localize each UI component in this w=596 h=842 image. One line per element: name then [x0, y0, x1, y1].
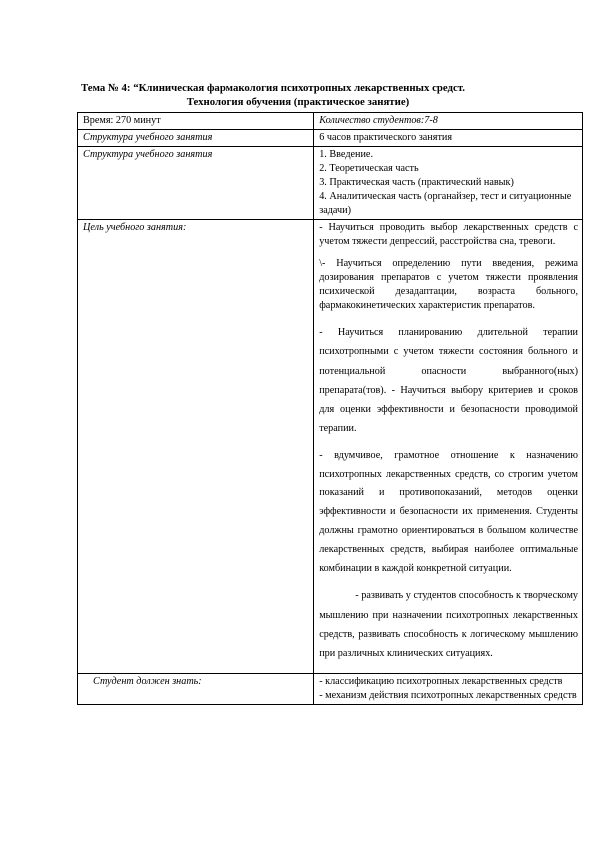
structure-label-cell: Структура учебного занятия: [78, 130, 314, 147]
document-title-line2: Технология обучения (практическое занятие): [186, 96, 410, 108]
goal-paragraph: - Научиться проводить выбор лекарственных средств с учетом тяжести депрессий, расстройства сна, тревоги.: [319, 222, 578, 247]
knowledge-items-cell: [314, 673, 583, 704]
goal-content-cell: [314, 220, 583, 674]
goal-paragraph: - развивать у студентов способность к творческому мышлению при назначении психотропных лекарственных средств, развивать способность к логическому мышлению при различных клинических ситуациях.: [319, 590, 578, 660]
goal-label-cell: Цель учебного занятия:: [78, 220, 314, 674]
lesson-table: [77, 112, 583, 705]
table-row: [78, 220, 583, 674]
structure-hours-cell: 6 часов практического занятия: [314, 130, 583, 147]
students-count-cell: Количество студентов:7-8: [314, 113, 583, 130]
knowledge-label-cell: Студент должен знать:: [78, 673, 314, 704]
list-item: - механизм действия психотропных лекарственных средств: [319, 689, 577, 701]
goal-paragraph: \- Научиться определению пути введения, режима дозирования препаратов с учетом тяжести проявления психической дезадаптации, возраста больного, фармакокинетических характеристик препаратов.: [319, 258, 578, 311]
table-row: [78, 673, 583, 704]
table-row: [78, 130, 583, 147]
list-item: 3. Практическая часть (практический навык): [319, 177, 514, 188]
goal-paragraph: - Научиться планированию длительной терапии психотропными с учетом тяжести состояния больного и потенциальной опасности выбранного(ных) препарата(тов). - Научиться выбору критериев и сроков для оценки эффективности и безопасности проводимой терапии.: [319, 327, 578, 435]
list-item: 4. Аналитическая часть (органайзер, тест и ситуационные задачи): [319, 191, 572, 216]
list-item: - классификацию психотропных лекарственных средств: [319, 675, 563, 687]
list-item: 2. Теоретическая часть: [319, 163, 419, 174]
goal-paragraph: - вдумчивое, грамотное отношение к назначению психотропных лекарственных средств, со строгим учетом показаний и противопоказаний, методов оценки эффективности и безопасности их применения. Студенты должны грамотно ориентироваться в большом количестве лекарственных средств, выбирая наиболее оптимальные комбинации в каждой конкретной ситуации.: [319, 449, 578, 574]
structure-items-cell: [314, 147, 583, 220]
time-cell: Время: 270 минут: [78, 113, 314, 130]
document-title-line1: Тема № 4: “Клиническая фармакология психотропных лекарственных средст.: [81, 82, 465, 94]
table-row: [78, 147, 583, 220]
table-row: [78, 113, 583, 130]
structure-label-cell: Структура учебного занятия: [78, 147, 314, 220]
list-item: 1. Введение.: [319, 149, 374, 160]
